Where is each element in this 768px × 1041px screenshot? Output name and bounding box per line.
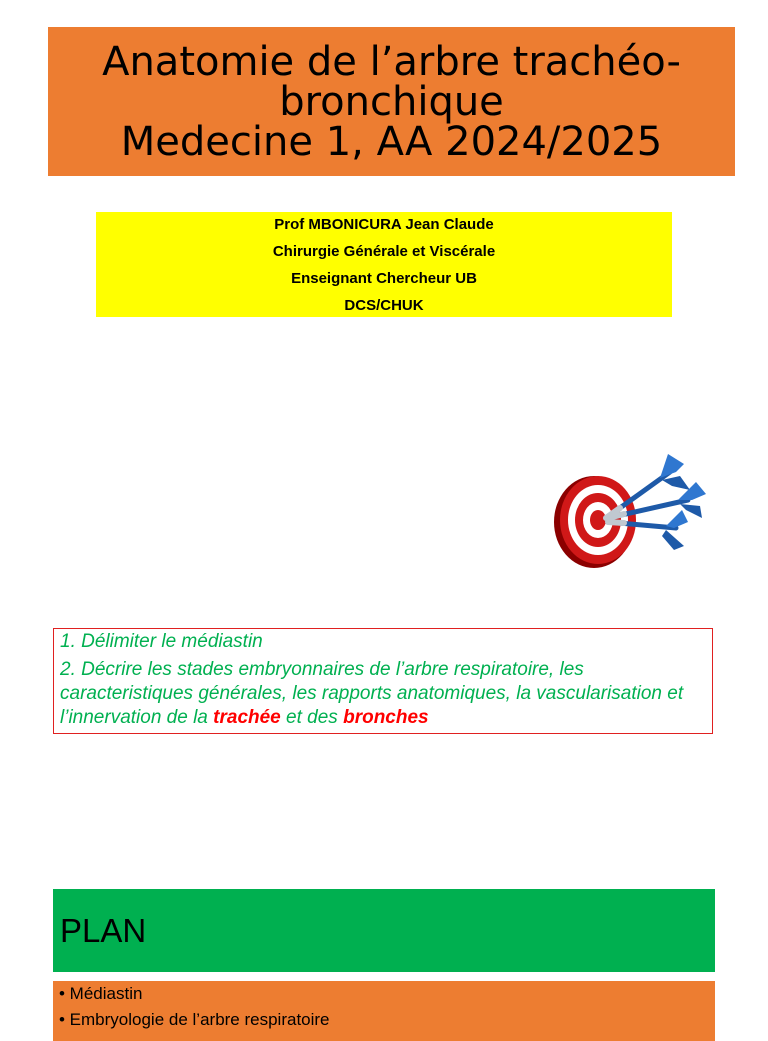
emphasis-bronchi: bronches	[343, 707, 429, 728]
plan-header	[53, 889, 715, 972]
plan-list	[53, 981, 715, 1041]
title-line-1: Anatomie de l’arbre trachéo-	[102, 38, 681, 85]
author-role: Enseignant Chercheur UB	[291, 269, 477, 287]
objective-1: 1. Délimiter le médiastin	[60, 631, 263, 652]
title-line-3: Medecine 1, AA 2024/2025	[120, 118, 663, 165]
objective-2-text: 2. Décrire les stades embryonnaires de l’arbre respiratoire, les caracteristiques générales, les rapports anatomiques, la vascularisation et l’innervation de la	[60, 659, 684, 728]
title-box	[48, 27, 735, 176]
emphasis-trachea: trachée	[213, 707, 281, 728]
author-name: Prof MBONICURA Jean Claude	[274, 215, 494, 233]
author-department: Chirurgie Générale et Viscérale	[272, 242, 496, 260]
plan-item-embryologie: • Embryologie de l’arbre respiratoire	[59, 1010, 330, 1029]
plan-item-mediastin: • Médiastin	[59, 984, 143, 1003]
author-box	[96, 212, 672, 317]
title-line-2: bronchique	[279, 78, 504, 125]
objectives-box	[53, 628, 713, 734]
author-institution: DCS/CHUK	[344, 296, 424, 314]
objective-2	[60, 658, 706, 730]
objective-2-connector: et des	[280, 707, 344, 728]
plan-title: PLAN	[60, 911, 147, 949]
target-with-darts-icon	[550, 450, 710, 575]
